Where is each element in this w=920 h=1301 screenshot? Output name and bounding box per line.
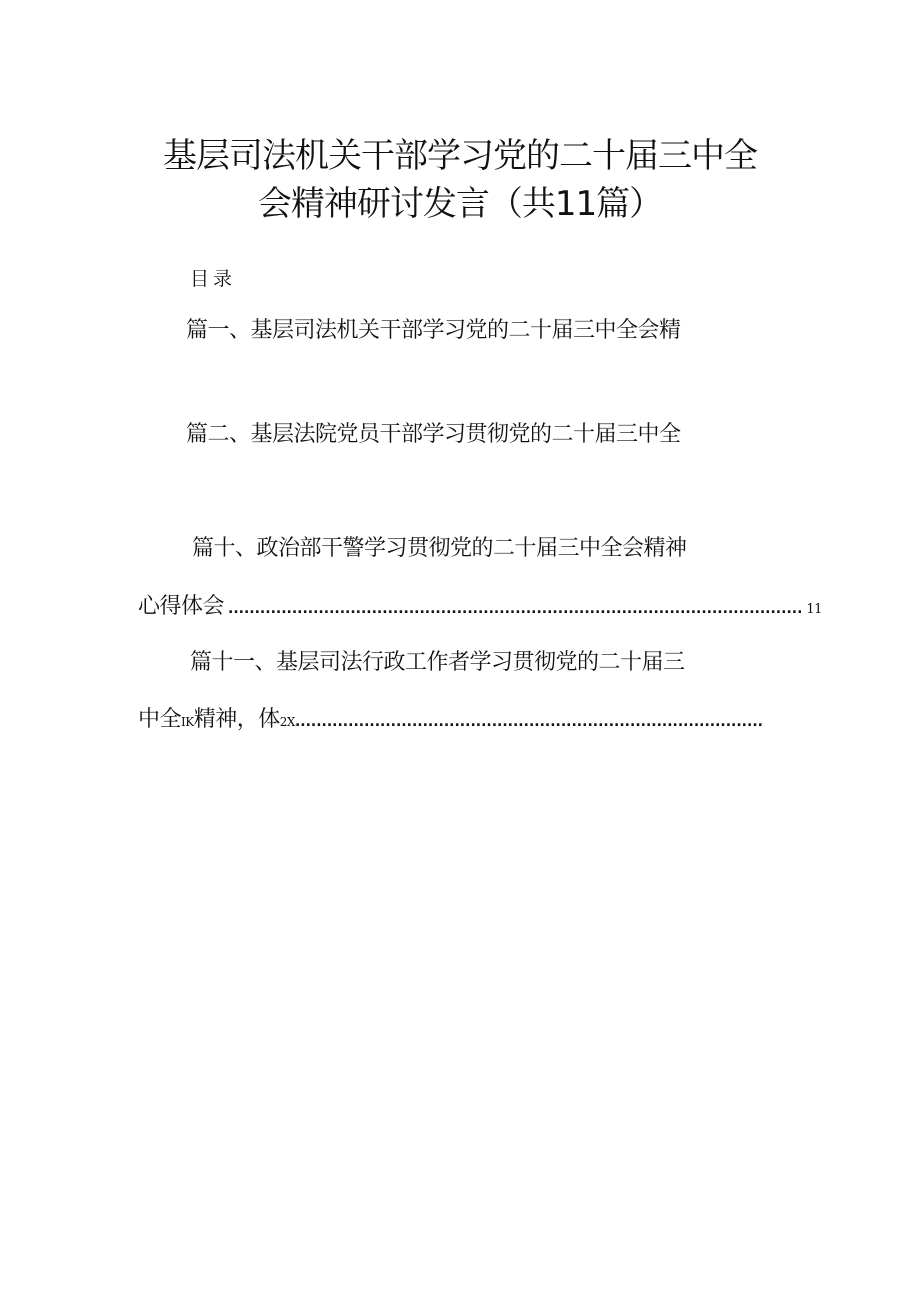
- toc-entry-11-text-b: IK: [181, 715, 194, 729]
- toc-entry-11-line-2[interactable]: [138, 705, 763, 737]
- toc-entry-10-line-2[interactable]: [138, 592, 822, 625]
- toc-entry-11-text-c: 精神，体: [193, 707, 280, 732]
- toc-entry-10-page: 11: [806, 602, 822, 617]
- toc-entry-10-line-1[interactable]: 篇十、政治部干警学习贯彻党的二十届三中全会精神: [192, 536, 687, 561]
- document-title-line-1: 基层司法机关干部学习党的二十届三中全: [163, 136, 757, 176]
- toc-entry-11-text-d: 2X: [279, 715, 295, 729]
- toc-entry-2[interactable]: 篇二、基层法院党员干部学习贯彻党的二十届三中全: [186, 422, 681, 447]
- document-title-line-2: 会精神研讨发言（共11篇）: [257, 184, 663, 224]
- toc-heading: 目录: [190, 268, 237, 290]
- toc-entry-10-leader: ............................................................................................................: [228, 601, 803, 617]
- toc-entry-1[interactable]: 篇一、基层司法机关干部学习党的二十届三中全会精: [186, 318, 681, 343]
- toc-entry-10-text: 心得体会: [138, 594, 225, 619]
- toc-entry-11-line-1[interactable]: 篇十一、基层司法行政工作者学习贯彻党的二十届三: [190, 650, 685, 675]
- toc-entry-11-leader: ........................................................................................: [294, 714, 763, 730]
- toc-entry-11-text-a: 中全: [138, 707, 182, 732]
